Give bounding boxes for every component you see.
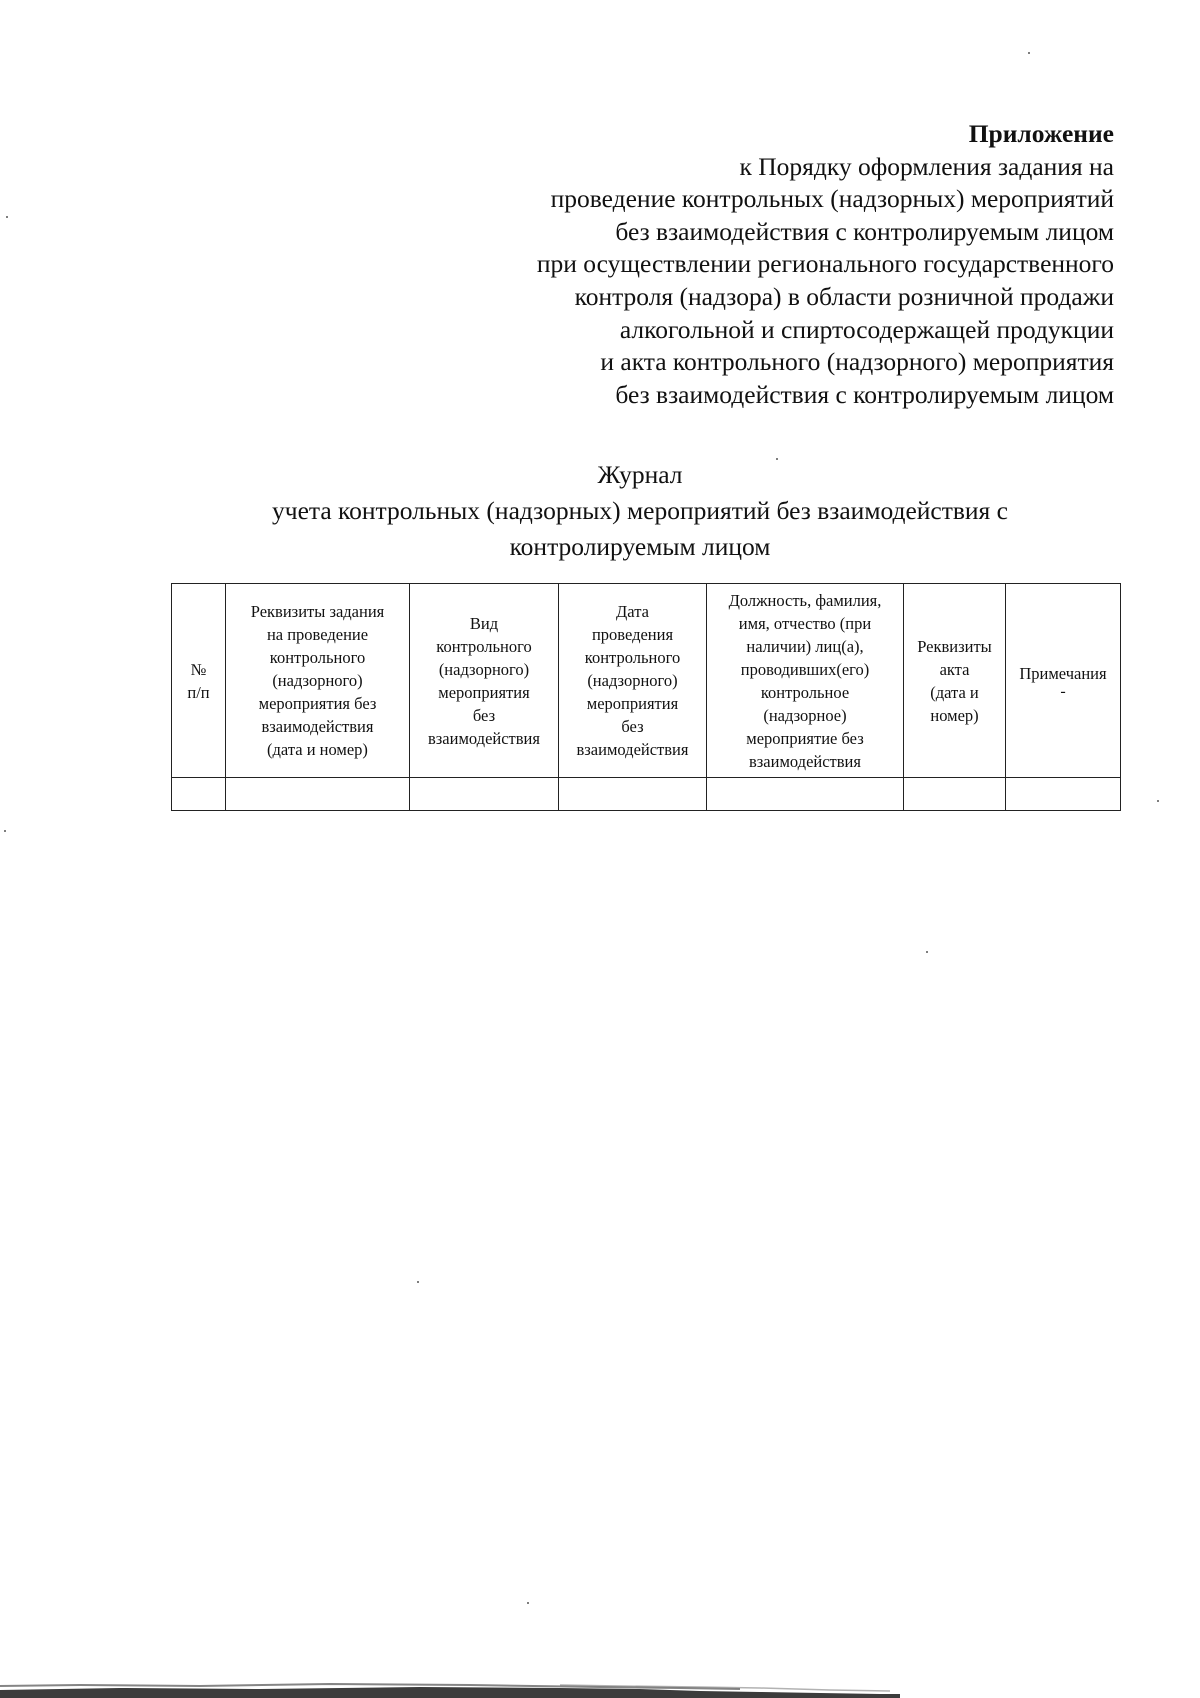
header-line: (надзорного) [272,671,363,690]
scan-speck [527,1602,529,1604]
header-line: (надзорного) [587,671,678,690]
header-line: Должность, фамилия, [728,590,882,610]
header-line: без [621,717,644,736]
header-line: (дата и номер) [267,740,368,759]
table-cell [707,778,904,811]
header-line: контрольного [269,648,366,667]
appendix-title: Приложение [968,119,1114,148]
scan-speck [776,458,778,460]
appendix-line: при осуществлении регионального государственного [536,249,1114,279]
header-line: мероприятия [586,694,679,713]
table-header-row [172,584,1121,778]
header-line: мероприятия без [258,694,377,713]
appendix-line: контроля (надзора) в области розничной продажи [574,281,1114,311]
header-line: взаимодействия [576,740,689,759]
header-line: Реквизиты задания [250,602,385,621]
header-line: Примечания [1019,664,1107,683]
header-line: контрольное [760,682,850,702]
appendix-line: и акта контрольного (надзорного) мероприятия [600,347,1114,377]
header-line: - [1060,683,1066,700]
header-cell-event-date [559,584,707,778]
appendix-line: проведение контрольных (надзорных) мероприятий [550,184,1114,214]
header-line: (надзорного) [438,659,530,679]
table-row [172,778,1121,811]
appendix-line: алкогольной и спиртосодержащей продукции [619,314,1114,344]
scan-speck [926,951,928,953]
header-line: контрольного [584,648,681,667]
header-line: мероприятия [438,682,530,702]
header-line: проводивших(его) [740,659,870,679]
header-cell-event-type [410,584,559,778]
header-line: взаимодействия [261,717,374,736]
header-cell-notes [1006,584,1121,778]
scan-speck [1157,800,1159,802]
table-cell [172,778,226,811]
table-cell [226,778,410,811]
header-line: проведения [591,625,674,644]
header-line: наличии) лиц(а), [746,636,864,656]
header-line: имя, отчество (при [738,613,872,633]
header-line: взаимодействия [749,751,861,771]
journal-title: Журнал [597,460,683,489]
appendix-block [414,118,1114,411]
scan-speck [6,216,8,218]
scan-speck [1028,52,1030,54]
header-cell-number [172,584,226,778]
appendix-line: без взаимодействия с контролируемым лицом [615,216,1114,246]
header-line: (надзорное) [763,705,847,725]
header-cell-inspectors [707,584,904,778]
header-line: контрольного [436,636,532,656]
scan-edge-smudge [0,1676,1200,1698]
header-line: Реквизиты [917,636,992,656]
header-line: (дата и [930,682,979,702]
table-cell [559,778,707,811]
header-line: взаимодействия [428,728,540,748]
table-cell [904,778,1006,811]
journal-table [171,583,1121,811]
header-line: п/п [187,682,210,702]
header-line: № [190,659,207,679]
table-cell [410,778,559,811]
appendix-line: без взаимодействия с контролируемым лицом [615,379,1114,409]
table-cell [1006,778,1121,811]
header-line: на проведение [266,625,369,644]
header-line: мероприятие без [746,728,864,748]
journal-subtitle: учета контрольных (надзорных) мероприятий без взаимодействия с контролируемым лицом [272,496,1008,561]
header-line: Дата [616,602,649,621]
header-cell-act-requisites [904,584,1006,778]
header-line: номер) [930,705,979,725]
appendix-line: к Порядку оформления задания на [739,151,1114,181]
header-line: без [472,705,496,725]
header-cell-task-requisites [226,584,410,778]
scan-speck [417,1281,419,1283]
header-line: Вид [469,613,499,633]
header-line: акта [939,659,970,679]
scan-speck [4,830,6,832]
